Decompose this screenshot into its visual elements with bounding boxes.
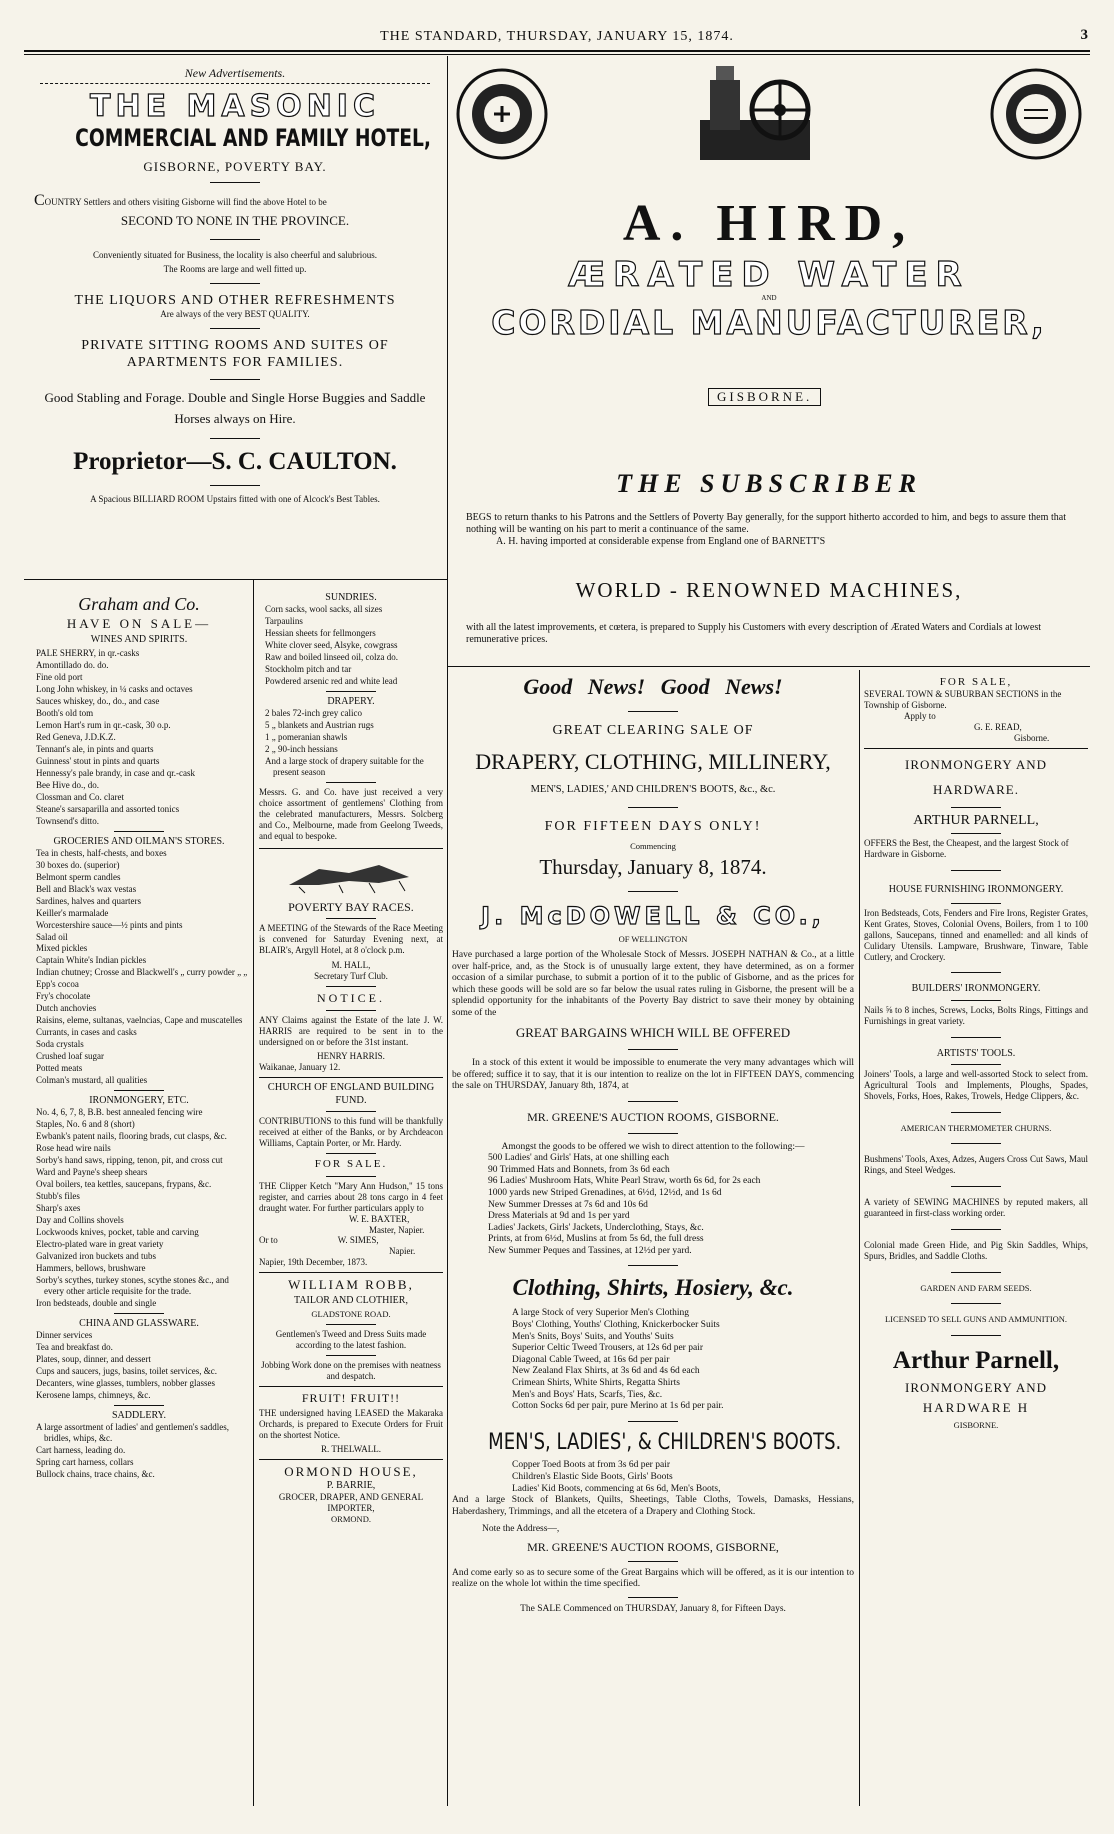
iron-item: Galvanized iron buckets and tubs [36,1250,156,1261]
fruit-sig: R. THELWALL. [321,1444,381,1455]
iron-hardware: IRONMONGERY AND HARDWARE. [905,757,1047,797]
note-address: Note the Address—, [482,1524,560,1535]
baxter-b: Master, Napier. [369,1224,425,1235]
iron-item: Sorby's hand saws, ripping, tenon, pit, and cross cut [36,1155,223,1166]
great-bargains: GREAT BARGAINS WHICH WILL BE OFFERED [515,1025,791,1041]
sundries-head: SUNDRIES. [325,592,377,603]
notice-place: Waikanae, January 12. [259,1061,341,1072]
wine-item: Hennessy's pale brandy, in case and qr.-cask [36,767,195,778]
drapery-item: 5 „ blankets and Austrian rugs [265,720,374,731]
drapery-item: 2 bales 72-inch grey calico [265,708,362,719]
mcdowell-ad [452,674,854,1615]
intro-text: OUNTRY Settlers and others visiting Gisborne will find the above Hotel to be [44,197,327,208]
mcdowell-body2: In a stock of this extent it would be impossible to enumerate the very many advantages which will be offered; suffice it to say, that it is our intention to realize on the lot in FIFTEEN DAYS, commencing the sale on THURSDAY, January 8th, 1874, at [452,1058,854,1092]
china-item: Plates, soup, dinner, and dessert [36,1353,151,1364]
and-label: AND [761,294,777,302]
billiard: A Spacious BILLIARD ROOM Upstairs fitted with one of Alcock's Best Tables. [90,494,380,505]
sections-forsale: FOR SALE, [939,676,1013,688]
grocery-item: Indian chutney; Crosse and Blackwell's „ curry powder „ „ [36,967,248,978]
cloth-list [452,1308,854,1412]
stabling: Good Stabling and Forage. Double and Single Horse Buggies and Saddle Horses always on Hire. [44,390,426,426]
hird-body2: A. H. having imported at considerable expense from England one of BARNETT'S [496,536,826,548]
wine-item: Booth's old tom [36,707,94,718]
mcdowell-firm: J. McDOWELL & CO., [481,901,825,930]
read-place: Gisborne. [1014,733,1050,744]
forsale-body: THE Clipper Ketch "Mary Ann Hudson," 15 tons register, and carries about 28 tons cargo in 4 feet draught water. For further particulars apply to [259,1180,443,1213]
boots-line: MEN'S, LADIES,' AND CHILDREN'S BOOTS, &c., &c. [530,783,776,795]
wine-item: Fine old port [36,671,83,682]
saddle-head: SADDLERY. [112,1409,166,1421]
iron-item: Iron bedsteads, double and single [36,1297,157,1308]
grocery-item: Worcestershire sauce—½ pints and pints [36,919,183,930]
licensed: LICENSED TO SELL GUNS AND AMMUNITION. [884,1314,1068,1325]
commencing: Commencing [630,840,676,851]
forsale-title: FOR SALE. [314,1158,388,1171]
goods-item: Prints, at from 6½d, Muslins at from 5s 6d, the full dress [488,1234,704,1245]
grocery-item: Captain White's Indian pickles [36,955,147,966]
masonic-title: THE MASONIC [90,88,380,124]
artists-body: Joiners' Tools, a large and well-assorted Stock to select from. Agricultural Tools and Implements, Ploughs, Spades, Shovels, Forks, Hoes, Rakes, Trowels, Hedge Clippers, &c. [864,1068,1088,1101]
drapery-list [259,708,443,778]
grocery-item: Bell and Black's wax vestas [36,883,137,894]
drapery-item: And a large stock of drapery suitable for the present season [265,756,424,777]
church-body: CONTRIBUTIONS to this fund will be thankfully received at either of the Banks, or by Archdeacon Williams, Captain Porter, or Mr. Hardy. [259,1116,443,1149]
china-item: Decanters, wine glasses, tumblers, nobber glasses [36,1377,215,1388]
goods-item: New Summer Dresses at 7s 6d and 10s 6d [488,1199,648,1210]
iron-item: Day and Collins shovels [36,1215,124,1225]
iron2: IRONMONGERY AND [905,1380,1047,1396]
china-item: Kerosene lamps, chimneys, &c. [36,1389,151,1400]
grocery-item: Soda crystals [36,1039,84,1050]
grocery-item: Fry's chocolate [36,991,91,1002]
notice-sig: HENRY HARRIS. [317,1050,385,1061]
grocery-item: Sardines, halves and quarters [36,895,141,906]
wines-list [30,648,248,827]
robb-title: WILLIAM ROBB, [288,1277,414,1293]
hotel-place: GISBORNE, POVERTY BAY. [143,158,327,174]
cloth-item: Crimean Shirts, White Shirts, Regatta Shirts [512,1377,680,1388]
groc-head: GROCERIES AND OILMAN'S STORES. [53,835,225,847]
fruit-body: THE undersigned having LEASED the Makaraka Orchards, is prepared to Execute Orders for Fruit on the shortest Notice. [259,1408,443,1441]
goods-item: 96 Ladies' Mushroom Hats, White Pearl Straw, worth 6s 6d, for 2s each [488,1176,761,1187]
boots-item: Ladies' Kid Boots, commencing at 6s 6d, Men's Boots, [512,1483,721,1494]
drapery-clothing: DRAPERY, CLOTHING, MILLINERY, [475,748,831,774]
drapery-head: DRAPERY. [327,695,375,707]
grocery-item: Mixed pickles [36,943,88,954]
races-sig2: Secretary Turf Club. [314,971,388,982]
sale-date: Thursday, January 8, 1874. [539,854,767,879]
saddle-item: Spring cart harness, collars [36,1456,134,1467]
graham-sale: HAVE ON SALE— [66,615,212,631]
house-furnishing: HOUSE FURNISHING IRONMONGERY. [888,883,1064,895]
cloth-item: Cotton Socks 6d per pair, pure Merino at 1s 6d per pair. [512,1401,724,1412]
boots-head: MEN'S, LADIES', & CHILDREN'S BOOTS. [488,1429,842,1455]
grocery-item: Tea in chests, half-chests, and boxes [36,847,167,858]
grocery-item: Raisins, eleme, sultanas, vaelncias, Cape and muscatelles [36,1015,243,1026]
iron-item: Electro-plated ware in great variety [36,1238,164,1249]
goods-item: 90 Trimmed Hats and Bonnets, from 3s 6d each [488,1164,670,1175]
iron-head: IRONMONGERY, ETC. [89,1095,189,1107]
cloth-item: Superior Celtic Tweed Trousers, at 12s 6d per pair [512,1343,703,1354]
church-title: CHURCH OF ENGLAND BUILDING FUND. [267,1081,435,1106]
simes: W. SIMES, [337,1235,379,1246]
racehorses-image [259,855,443,895]
clearing-sale: GREAT CLEARING SALE OF [552,722,754,738]
robb-body2: Jobbing Work done on the premises with neatness and despatch. [261,1359,441,1381]
wine-item: Tennant's ale, in pints and quarts [36,743,154,754]
parnell-gisborne: GISBORNE. [953,1419,999,1430]
come-early: And come early so as to secure some of the Great Bargains which will be offered, as it is our intention to realize on the whole lot within the time specified. [452,1567,854,1590]
boots-item: Copper Toed Boots at from 3s 6d per pair [512,1460,670,1471]
dropcap: C [34,192,45,210]
parnell-big: Arthur Parnell, [892,1346,1060,1374]
saddle-list [30,1422,248,1480]
house-body: Iron Bedsteads, Cots, Fenders and Fire Irons, Register Grates, Kent Grates, Stoves, Colonial Ovens, Boilers, from 1 to 100 gallons, Saucepans, tinned and enamelled: and all kinds of Culidary Utensils. Lampware, Brushware, Tinware, Table Cutlery, and Crockery. [864,907,1088,962]
robb-sub: TAILOR AND CLOTHIER, [294,1295,408,1307]
cloth-item: Diagonal Cable Tweed, at 16s 6d per pair [512,1354,670,1365]
drapery-item: 1 „ pomeranian shawls [265,732,348,743]
grocery-item: Colman's mustard, all qualities [36,1075,148,1086]
rooms-text: The Rooms are large and well fitted up. [163,263,307,274]
boots-item: Children's Elastic Side Boots, Girls' Boots [512,1472,673,1483]
cloth-item: Men's Snits, Boys' Suits, and Youths' Suits [512,1331,674,1342]
iron-item: Lockwoods knives, pocket, table and carving [36,1226,199,1237]
page-number: 3 [1080,27,1088,43]
graham-title: Graham and Co. [78,594,200,614]
machine-illustration [680,60,830,170]
liquors-sub: Are always of the very BEST QUALITY. [160,308,310,319]
wine-item: Sauces whiskey, do., do., and case [36,695,160,706]
wine-item: Amontillado do. do. [36,659,109,670]
second-to-none: SECOND TO NONE IN THE PROVINCE. [120,213,350,228]
wine-item: Steane's sarsaparilla and assorted tonics [36,803,180,814]
of-wellington: OF WELLINGTON [618,933,688,944]
ormond-place: ORMOND. [331,1514,371,1525]
masthead: THE STANDARD, THURSDAY, JANUARY 15, 1874. [380,29,734,44]
china-head: CHINA AND GLASSWARE. [79,1317,199,1329]
races-body: A MEETING of the Stewards of the Race Meeting is convened for Saturday Evening next, at BLAIR's, Argyll Hotel, at 8 o'clock p.m. [259,923,443,956]
cloth-item: Men's and Boys' Hats, Scarfs, Ties, &c. [512,1389,663,1400]
goods-item: 1000 yards new Striped Grenadines, at 6½d, 12½d, and 1s 6d [488,1187,722,1198]
hird-body3: with all the latest improvements, et cœtera, is prepared to Supply his Customers with every description of Ærated Waters and Cordials at lowest remunerative prices. [466,622,1041,646]
hotel-name: COMMERCIAL AND FAMILY HOTEL, [75,123,432,152]
iron-item: Ward and Payne's sheep shears [36,1167,148,1178]
churns: AMERICAN THERMOMETER CHURNS. [900,1122,1052,1133]
cloth-item: A large Stock of very Superior Men's Clothing [512,1308,690,1319]
goods-list [452,1153,854,1257]
ormond-trade: GROCER, DRAPER, AND GENERAL IMPORTER, [278,1492,424,1514]
artists-tools: ARTISTS' TOOLS. [936,1047,1016,1059]
wine-item: PALE SHERRY, in qr.-casks [36,648,140,658]
saddle-item: A large assortment of ladies' and gentlemen's saddles, bridles, whips, &c. [36,1421,230,1443]
liquors: THE LIQUORS AND OTHER REFRESHMENTS [74,292,396,308]
grocery-item: Potted meats [36,1063,83,1074]
grocery-item: Belmont sperm candles [36,871,121,882]
good-news: Good News! Good News! [523,674,783,699]
iron-item: Hammers, bellows, brushware [36,1262,146,1273]
conv-text: Conveniently situated for Business, the locality is also cheerful and salubrious. [93,249,377,260]
goods-item: New Summer Peques and Tassines, at 12½d per yard. [488,1245,692,1256]
cloth-item: Boys' Clothing, Youths' Clothing, Knickerbocker Suits [512,1320,720,1331]
wine-item: Townsend's ditto. [36,815,99,826]
iron-item: Ewbank's patent nails, flooring brads, cut clasps, &c. [36,1131,227,1142]
iron-item: Staples, No. 6 and 8 (short) [36,1119,135,1130]
clothing-head: Clothing, Shirts, Hosiery, &c. [512,1275,794,1301]
grocery-item: Dutch anchovies [36,1003,97,1014]
china-item: Cups and saucers, jugs, basins, toilet services, &c. [36,1365,217,1376]
subscriber: THE SUBSCRIBER [616,469,922,498]
auction-rooms: MR. GREENE'S AUCTION ROOMS, GISBORNE. [527,1110,779,1124]
builders-body: Nails ⅝ to 8 inches, Screws, Locks, Bolts Rings, Fittings and Furnishings in great variety. [864,1004,1088,1026]
world-renowned: WORLD - RENOWNED MACHINES, [575,578,963,602]
sections-body: SEVERAL TOWN & SUBURBAN SECTIONS in the Township of Gisborne. [864,689,1062,711]
right-medal-seal [988,66,1084,162]
gisborne-banner: GISBORNE. [708,388,821,406]
grocery-item: Salad oil [36,931,68,942]
wines-head: WINES AND SPIRITS. [90,633,188,645]
grocery-item: Epp's cocoa [36,979,79,990]
sundry-item: Powdered arsenic red and white lead [265,676,398,686]
hardware-h: HARDWARE H [922,1399,1030,1415]
colonial: Colonial made Green Hide, and Pig Skin Saddles, Whips, Spurs, Bridles, and Saddle Cloths. [864,1239,1088,1261]
clothing-notice: Messrs. G. and Co. have just received a very choice assortment of gentlemens' Clothing from the celebrated manufacturers, Messrs. Solcberg and Co., Melbourne, made from Geelong Tweeds, and equal to bespoke. [259,786,443,841]
hird-body [466,512,1066,549]
sundry-item: White clover seed, Alsyke, cowgrass [265,640,398,651]
left-medal-seal [454,66,550,162]
saddle-item: Cart harness, leading do. [36,1444,126,1455]
sewing: A variety of SEWING MACHINES by reputed makers, all guaranteed in first-class working order. [864,1197,1088,1218]
grocery-item: 30 boxes do. (superior) [36,859,120,870]
iron-item: Sorby's scythes, turkey stones, scythe stones &c., and every other article requisite for the trade. [36,1274,229,1296]
robb-body: Gentlemen's Tweed and Dress Suits made according to the latest fashion. [275,1328,427,1350]
sundries-list [259,604,443,687]
goods-item: Dress Materials at 9d and 1s per yard [488,1211,630,1222]
bush-tools: Bushmens' Tools, Axes, Adzes, Augers Cross Cut Saws, Maul Rings, and Steel Wedges. [864,1154,1088,1176]
boots-list [452,1460,854,1495]
fifteen-days: FOR FIFTEEN DAYS ONLY! [544,818,762,834]
ormond-name: P. BARRIE, [326,1480,376,1492]
middle-col [259,592,443,1525]
goods-item: Ladies' Jackets, Girls' Jackets, Underclothing, Stays, &c. [488,1222,704,1233]
china-list [30,1330,248,1401]
wine-item: Lemon Hart's rum in qr.-cask, 30 o.p. [36,719,171,730]
hird-ad [454,196,1084,343]
notice-title: NOTICE. [317,991,385,1006]
wine-item: Red Geneva, J.D.K.Z. [36,731,116,742]
groceries-list [30,848,248,1086]
apply-to: Apply to [904,711,936,722]
wine-item: Long John whiskey, in ¼ casks and octaves [36,683,193,694]
parnell-ad [864,676,1088,1430]
iron-item: No. 4, 6, 7, 8, B.B. best annealed fencing wire [36,1107,203,1118]
or-to: Or to [259,1235,278,1246]
boots-body: And a large Stock of Blankets, Quilts, Sheetings, Table Cloths, Towels, Damasks, Hessians, Haberdashery, Trimmings, and all the etcetera of a Drapery and Clothing Stock. [452,1495,854,1517]
graham-ad [30,594,248,1481]
iron-item: Stubb's files [36,1191,80,1202]
iron-item: Sharp's axes [36,1203,81,1214]
ormond-title: ORMOND HOUSE, [284,1464,418,1480]
iron-list [30,1107,248,1308]
seeds: GARDEN AND FARM SEEDS. [920,1282,1032,1293]
wine-item: Bee Hive do., do. [36,779,99,790]
wine-item: Clossman and Co. claret [36,791,124,802]
cordial-manufacturer: CORDIAL MANUFACTURER, [491,302,1047,342]
sundry-item: Tarpaulins [265,616,303,627]
china-item: Tea and breakfast do. [36,1341,113,1352]
drapery-item: 2 „ 90-inch hessians [265,744,338,755]
wine-item: Guinness' stout in pints and quarts [36,755,160,766]
iron-item: Oval boilers, tea kettles, saucepans, frypans, &c. [36,1179,212,1190]
baxter: W. E. BAXTER, [349,1213,410,1224]
sale-commenced: The SALE Commenced on THURSDAY, January 8, for Fifteen Days. [520,1603,786,1614]
sundry-item: Corn sacks, wool sacks, all sizes [265,604,383,615]
proprietor: Proprietor—S. C. CAULTON. [73,447,397,475]
forsale-date: Napier, 19th December, 1873. [259,1257,368,1268]
grocery-item: Currants, in cases and casks [36,1027,137,1038]
sundry-item: Stockholm pitch and tar [265,664,352,675]
new-ads-label: New Advertisements. [184,66,286,80]
grocery-item: Keiller's marmalade [36,907,109,918]
grocery-item: Crushed loaf sugar [36,1051,104,1062]
hird-body-text: BEGS to return thanks to his Patrons and the Settlers of Poverty Bay generally, for the support hitherto accorded to him, and begs to assure them that nothing will be wanting on his part to merit a continuance of the same. [466,512,1066,536]
china-item: Dinner services [36,1329,93,1340]
cloth-item: New Zealand Flax Shirts, at 3s 6d and 4s 6d each [512,1366,700,1377]
mcdowell-body: Have purchased a large portion of the Wholesale Stock of Messrs. JOSEPH NATHAN & Co., at a little over half-price, and, as the Stock is of unusually large extent, they have determined, as on a former occasion of a similar purchase, to submit a portion of it to the public of Gisborne, and as the prices for which these goods will be sold are so far below the usual rates ruling in Gisborne, the present will be a splendid opportunity for the inhabitants of the Poverty Bay district to save their money by obtaining some of the [452,949,854,1018]
arthur-parnell: ARTHUR PARNELL, [913,812,1039,828]
saddle-item: Bullock chains, trace chains, &c. [36,1468,155,1479]
robb-place: GLADSTONE ROAD. [311,1309,391,1320]
ge-read: G. E. READ, [974,722,1022,733]
auction-rooms-2: MR. GREENE'S AUCTION ROOMS, GISBORNE, [527,1539,779,1554]
notice-body: ANY Claims against the Estate of the late J. W. HARRIS are required to be sent in to the undersigned on or before the 31st instant. [259,1014,443,1047]
iron-item: Rose head wire nails [36,1143,111,1154]
amongst: Amongst the goods to be offered we wish to direct attention to the following:— [501,1141,805,1152]
sundry-item: Raw and boiled linseed oil, colza do. [265,652,398,663]
simes-b: Napier. [389,1246,416,1257]
fruit-title: FRUIT! FRUIT!! [301,1390,401,1405]
goods-item: 500 Ladies' and Girls' Hats, at one shilling each [488,1153,669,1164]
offers: OFFERS the Best, the Cheapest, and the largest Stock of Hardware in Gisborne. [864,837,1069,859]
races-sig: M. HALL, [331,960,371,971]
sundry-item: Hessian sheets for fellmongers [265,628,376,639]
builders: BUILDERS' IRONMONGERY. [911,983,1041,995]
aerated-water: ÆRATED WATER [568,255,970,295]
masonic-ad [30,66,440,505]
hird-title: A. HIRD, [622,195,916,252]
races-title: POVERTY BAY RACES. [288,899,414,914]
private-rooms: PRIVATE SITTING ROOMS AND SUITES OF APARTMENTS FOR FAMILIES. [81,337,389,370]
